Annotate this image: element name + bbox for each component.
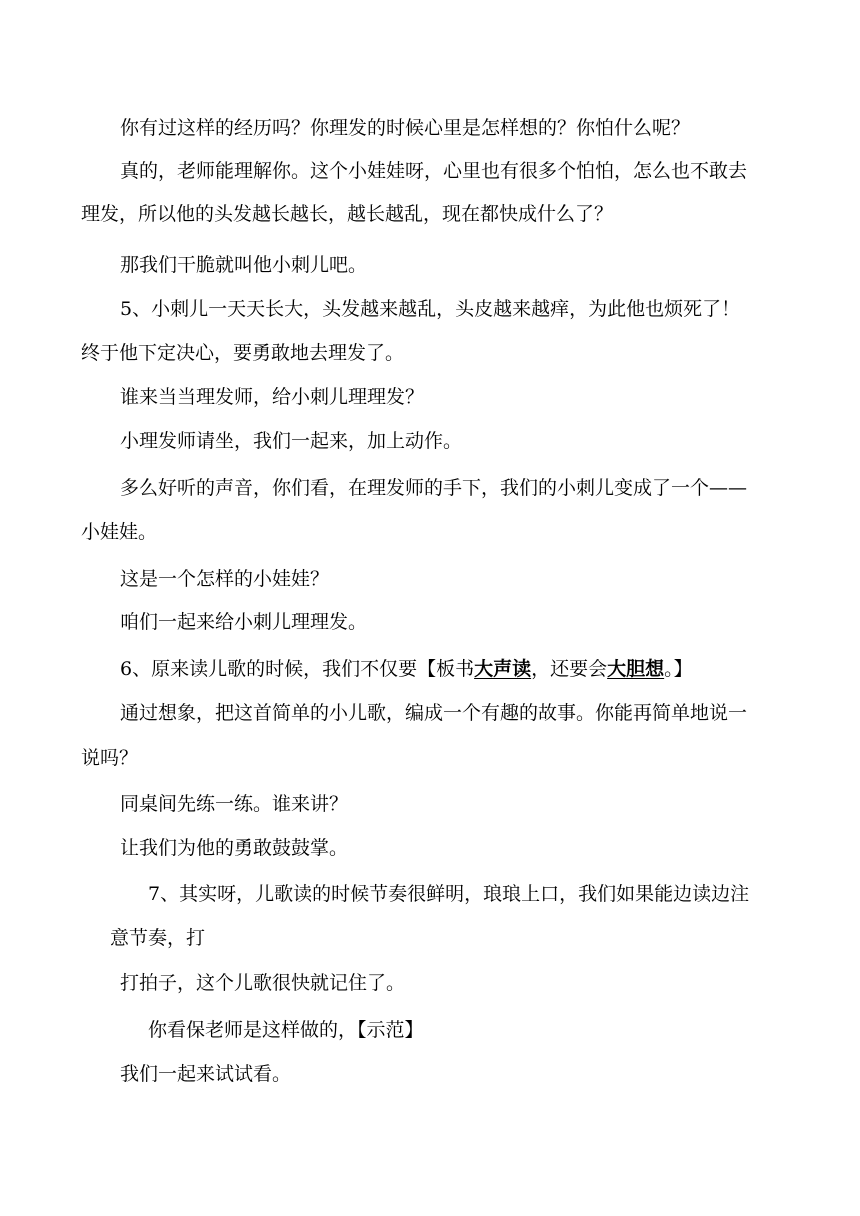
- paragraph-2-line-1: 真的，老师能理解你。这个小娃娃呀，心里也有很多个怕怕，怎么也不敢去: [120, 160, 748, 182]
- paragraph-10-text-c: ，还要会: [531, 658, 608, 680]
- paragraph-13: 让我们为他的勇敢鼓鼓掌。: [120, 837, 349, 859]
- paragraph-4-line-1: 5、小刺儿一天天长大，头发越来越乱，头皮越来越痒，为此他也烦死了！: [120, 298, 741, 320]
- paragraph-8: 这是一个怎样的小娃娃？: [120, 568, 330, 590]
- paragraph-3: 那我们干脆就叫他小刺儿吧。: [120, 254, 368, 276]
- paragraph-5: 谁来当当理发师，给小刺儿理理发？: [120, 386, 425, 408]
- paragraph-15: 打拍子，这个儿歌很快就记住了。: [120, 972, 406, 994]
- paragraph-4-line-2: 终于他下定决心，要勇敢地去理发了。: [81, 342, 405, 364]
- board-note-read-aloud: 大声读: [474, 658, 532, 680]
- paragraph-16: 你看保老师是这样做的，【示范】: [148, 1019, 424, 1041]
- paragraph-10-text-a: 6、原来读儿歌的时候，我们不仅要【板书: [120, 658, 475, 680]
- board-note-imagine-boldly: 大胆想: [607, 658, 665, 680]
- paragraph-12: 同桌间先练一练。谁来讲？: [120, 793, 349, 815]
- paragraph-7-line-2: 小娃娃。: [81, 521, 158, 543]
- paragraph-11-line-1: 通过想象，把这首简单的小儿歌，编成一个有趣的故事。你能再简单地说一: [120, 702, 748, 724]
- paragraph-6: 小理发师请坐，我们一起来，加上动作。: [120, 430, 463, 452]
- paragraph-10-text-e: 。】: [664, 658, 693, 680]
- paragraph-11-line-2: 说吗？: [81, 747, 139, 769]
- paragraph-14-line-1: 7、其实呀，儿歌读的时候节奏很鲜明，琅琅上口，我们如果能边读边注: [148, 883, 750, 905]
- paragraph-10: [120, 656, 693, 682]
- paragraph-2-line-2: 理发，所以他的头发越长越长，越长越乱，现在都快成什么了？: [81, 203, 614, 225]
- paragraph-17: 我们一起来试试看。: [120, 1063, 292, 1085]
- paragraph-9: 咱们一起来给小刺儿理理发。: [120, 611, 368, 633]
- paragraph-7-line-1: 多么好听的声音，你们看，在理发师的手下，我们的小刺儿变成了一个——: [120, 477, 748, 499]
- paragraph-14-line-2: 意节奏，打: [110, 927, 206, 949]
- paragraph-1: 你有过这样的经历吗？你理发的时候心里是怎样想的？你怕什么呢？: [120, 117, 691, 139]
